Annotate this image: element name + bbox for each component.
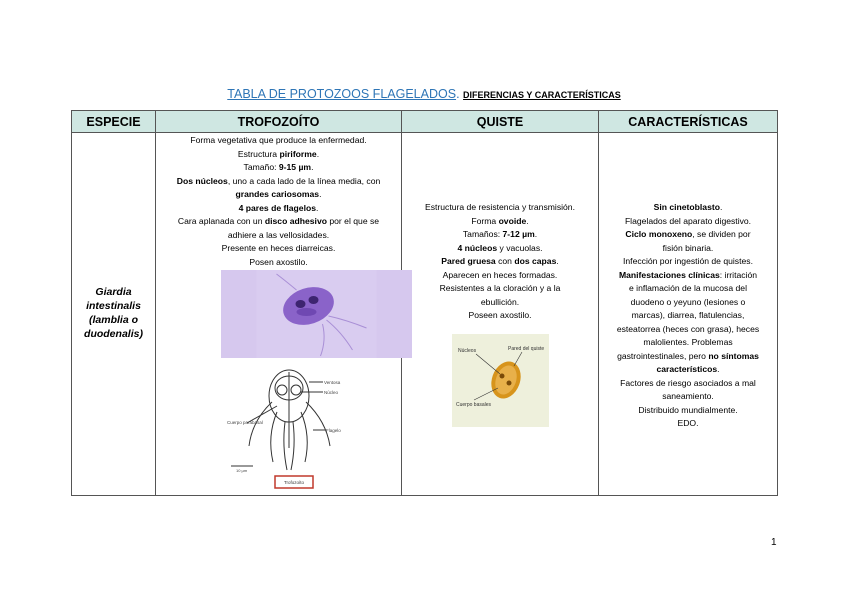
caracteristicas-description xyxy=(605,201,771,431)
text-line: Ciclo monoxeno, se dividen por xyxy=(625,229,751,239)
text-line: Estructura de resistencia y transmisión. xyxy=(425,202,575,212)
header-caracteristicas: CARACTERÍSTICAS xyxy=(599,111,778,133)
text-line: Forma ovoide. xyxy=(471,215,529,226)
text-line: ebullición. xyxy=(480,296,520,307)
trophozoite-micrograph xyxy=(221,270,412,358)
text-line: Aparecen en heces formadas. xyxy=(442,269,558,280)
header-especie: ESPECIE xyxy=(72,111,156,133)
header-quiste: QUISTE xyxy=(402,111,599,133)
label-cuerpo-basales: Cuerpo basales xyxy=(456,402,492,408)
species-cell xyxy=(72,133,156,496)
text-line: Manifestaciones clínicas: irritación xyxy=(618,269,758,280)
text-line: Presente en heces diarreicas. xyxy=(221,243,336,253)
page-number: 1 xyxy=(771,537,777,548)
text-line: marcas), diarrea, flatulencias, xyxy=(631,310,745,320)
text-line: 4 pares de flagelos. xyxy=(238,202,319,213)
table-header-row xyxy=(72,111,778,133)
label-ventosa: Ventosa xyxy=(324,380,341,385)
text-line: Cara aplanada con un disco adhesivo por el que se xyxy=(177,216,380,226)
text-line: Dos núcleos, uno a cada lado de la línea media, con xyxy=(176,175,381,186)
species-name xyxy=(72,285,155,341)
text-line: e inflamación de la mucosa del xyxy=(629,283,747,293)
species-line: duodenalis) xyxy=(84,328,143,340)
quiste-description xyxy=(406,201,594,323)
title-dot: . xyxy=(456,87,460,101)
species-line: (lamblia o xyxy=(88,314,138,326)
text-line: característicos. xyxy=(656,364,720,374)
text-line: Flagelados del aparato digestivo. xyxy=(624,215,752,226)
text-line: Forma vegetativa que produce la enfermedad. xyxy=(190,135,367,145)
title-main: TABLA DE PROTOZOOS FLAGELADOS xyxy=(227,87,457,101)
cyst-micrograph xyxy=(452,334,549,427)
text-line: Sin cinetoblasto. xyxy=(653,202,723,212)
label-nucleo: Núcleo xyxy=(324,390,339,395)
table-row xyxy=(72,133,778,496)
text-line: Poseen axostilo. xyxy=(468,310,532,320)
text-line: EDO. xyxy=(677,418,699,428)
text-line: Estructura piriforme. xyxy=(237,148,320,159)
species-line: intestinalis xyxy=(86,300,141,312)
text-line: esteatorrea (heces con grasa), heces xyxy=(616,323,760,334)
quiste-cell xyxy=(402,133,599,496)
text-line: Posen axostilo. xyxy=(249,256,308,267)
text-line: Resistentes a la cloración y a la xyxy=(439,283,561,293)
label-nucleos: Núcleos xyxy=(458,348,477,354)
text-line: Distribuido mundialmente. xyxy=(638,404,738,415)
text-line: Tamaños: 7-12 µm. xyxy=(462,229,538,239)
text-line: gastrointestinales, pero no síntomas xyxy=(617,350,759,361)
species-line: Giardia xyxy=(95,286,132,298)
text-line: Pared gruesa con dos capas. xyxy=(441,256,559,266)
text-line: grandes cariosomas. xyxy=(235,189,322,199)
header-trofozoito: TROFOZOÍTO xyxy=(156,111,402,133)
title-subtitle: DIFERENCIAS Y CARACTERÍSTICAS xyxy=(463,90,621,100)
text-line: 4 núcleos y vacuolas. xyxy=(457,242,543,253)
trophozoite-diagram xyxy=(227,366,352,494)
text-line: Factores de riesgo asociados a mal xyxy=(620,377,756,388)
protozoa-table xyxy=(71,110,778,496)
text-line: duodeno o yeyuno (lesiones o xyxy=(630,296,746,307)
text-line: malolientes. Problemas xyxy=(643,337,733,347)
text-line: Infección por ingestión de quistes. xyxy=(623,256,753,266)
label-cuerpo-parabasal: Cuerpo parabasal xyxy=(227,420,263,425)
label-trofozoito: Trofozoíto xyxy=(283,480,305,485)
text-line: saneamiento. xyxy=(662,391,714,401)
label-flagelo: Flagelo xyxy=(326,428,341,433)
trofozoito-description xyxy=(156,133,401,269)
text-line: adhiere a las vellosidades. xyxy=(227,229,330,240)
page-title xyxy=(0,86,848,103)
label-escala: 10 µm xyxy=(236,468,248,473)
label-pared: Pared del quiste xyxy=(508,346,545,352)
text-line: Tamaño: 9-15 µm. xyxy=(243,162,314,172)
caracteristicas-cell xyxy=(599,133,778,496)
text-line: fisión binaria. xyxy=(662,242,714,253)
